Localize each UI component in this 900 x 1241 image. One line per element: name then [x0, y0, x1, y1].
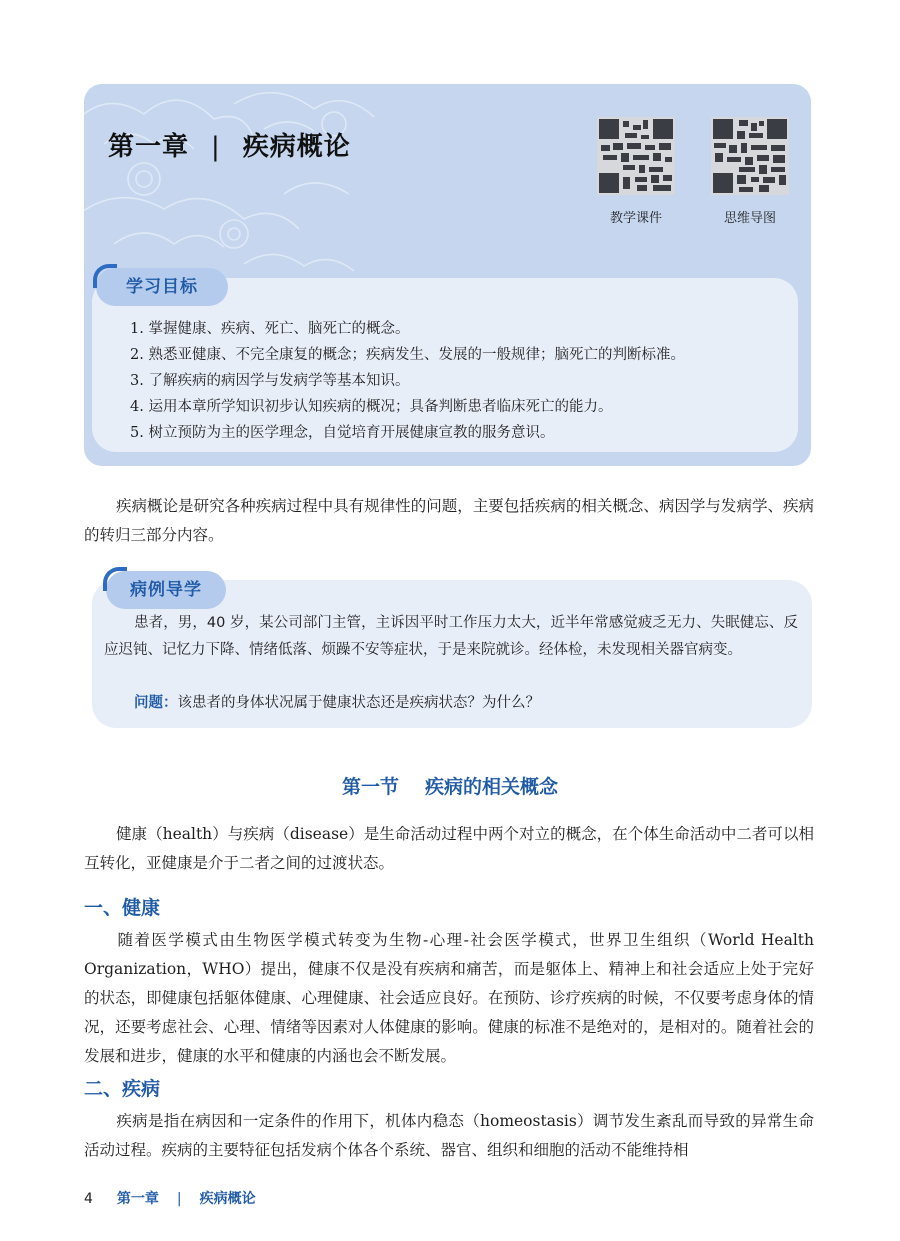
objective-item: 4. 运用本章所学知识初步认知疾病的概况；具备判断患者临床死亡的能力。	[130, 399, 613, 415]
qr-courseware[interactable]	[596, 117, 676, 226]
section-intro-text: 健康（health）与疾病（disease）是生命活动过程中两个对立的概念，在个体生命活动中二者可以相互转化，亚健康是介于二者之间的过渡状态。	[84, 825, 814, 872]
question-text: 该患者的身体状况属于健康状态还是疾病状态？为什么？	[177, 695, 540, 711]
question-label: 问题：	[134, 695, 178, 711]
health-paragraph	[84, 926, 814, 1071]
disease-paragraph	[84, 1107, 814, 1165]
footer-chapter: 第一章	[116, 1191, 159, 1207]
case-study-body: 患者，男，40 岁，某公司部门主管，主诉因平时工作压力太大，近半年常感觉疲乏无力、失眠健忘、反应迟钝、记忆力下降、情绪低落、烦躁不安等症状，于是来院就诊。经体检，未发现相关器官病变。	[104, 615, 798, 658]
section-intro-paragraph	[84, 820, 814, 878]
section-number: 第一节	[341, 776, 399, 798]
chapter-number: 第一章	[108, 132, 190, 162]
chapter-title-separator: |	[211, 132, 221, 162]
health-text: 随着医学模式由生物医学模式转变为生物-心理-社会医学模式，世界卫生组织（World Health Organization，WHO）提出，健康不仅是没有疾病和痛苦，而是躯体上、精神上和社会适应上处于完好的状态，即健康包括躯体健康、心理健康、社会适应良好。在预防、诊疗疾病的时候，不仅要考虑身体的情况，还要考虑社会、心理、情绪等因素对人体健康的影响。健康的标准不是绝对的，是相对的。随着社会的发展和进步，健康的水平和健康的内涵也会不断发展。	[84, 931, 814, 1065]
objectives-tab-label: 学习目标	[96, 268, 228, 306]
case-study-question	[134, 691, 540, 712]
footer-title: 疾病概论	[199, 1191, 256, 1207]
objective-item: 2. 熟悉亚健康、不完全康复的概念；疾病发生、发展的一般规律；脑死亡的判断标准。	[130, 347, 685, 363]
section-title	[0, 772, 900, 799]
intro-paragraph	[84, 492, 814, 550]
page-footer	[84, 1188, 256, 1208]
objectives-list	[130, 316, 685, 446]
qr-code-icon	[711, 117, 789, 195]
disease-heading: 二、疾病	[84, 1078, 161, 1100]
chapter-banner	[84, 84, 811, 466]
objective-item: 5. 树立预防为主的医学理念，自觉培育开展健康宣教的服务意识。	[130, 425, 555, 441]
intro-text: 疾病概论是研究各种疾病过程中具有规律性的问题，主要包括疾病的相关概念、病因学与发病学、疾病的转归三部分内容。	[84, 497, 814, 544]
objective-item: 3. 了解疾病的病因学与发病学等基本知识。	[130, 373, 410, 389]
chapter-title	[108, 126, 351, 163]
chapter-name: 疾病概论	[242, 132, 351, 162]
qr-code-icon	[597, 117, 675, 195]
qr-mindmap[interactable]	[710, 117, 790, 226]
health-heading: 一、健康	[84, 897, 161, 919]
case-study-tab-label: 病例导学	[106, 571, 226, 609]
page-number: 4	[84, 1191, 93, 1207]
section-name: 疾病的相关概念	[425, 776, 559, 798]
qr-label-courseware: 教学课件	[609, 211, 662, 226]
objective-item: 1. 掌握健康、疾病、死亡、脑死亡的概念。	[130, 321, 410, 337]
qr-label-mindmap: 思维导图	[723, 211, 776, 226]
disease-text: 疾病是指在病因和一定条件的作用下，机体内稳态（homeostasis）调节发生紊乱而导致的异常生命活动过程。疾病的主要特征包括发病个体各个系统、器官、组织和细胞的活动不能维持相	[84, 1112, 814, 1159]
case-study-text	[104, 610, 798, 664]
footer-separator: |	[176, 1191, 182, 1207]
